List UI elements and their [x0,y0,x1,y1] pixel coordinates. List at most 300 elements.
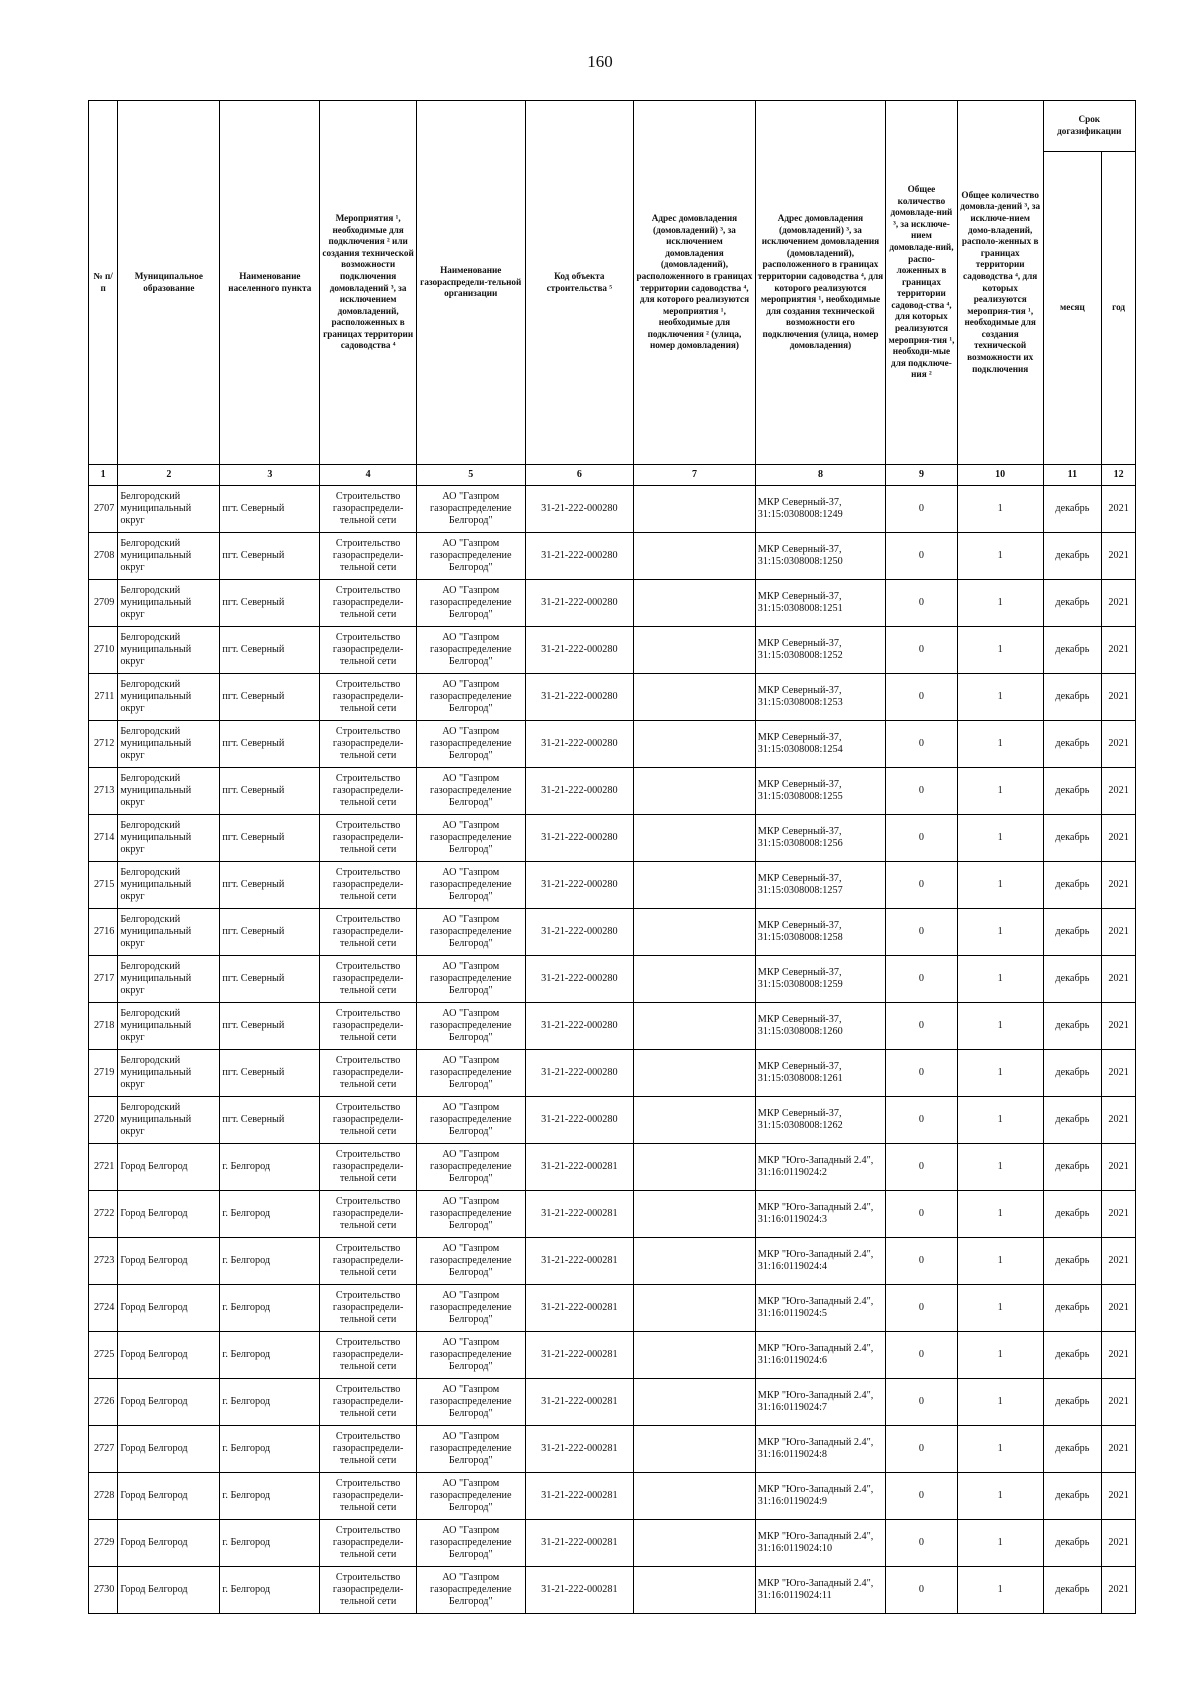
row-number: 2727 [89,1426,118,1473]
table-row [89,721,1136,768]
settlement-cell: пгт. Северный [220,1003,320,1050]
year-cell: 2021 [1102,1144,1136,1191]
measure-cell: Строительство газораспредели-тельной сети [320,533,417,580]
table-row [89,1473,1136,1520]
measure-cell: Строительство газораспредели-тельной сети [320,1285,417,1332]
row-number: 2716 [89,909,118,956]
measure-cell: Строительство газораспредели-тельной сети [320,768,417,815]
address-technical-cell: МКР "Юго-Западный 2.4", 31:16:0119024:5 [755,1285,885,1332]
address-connection-cell [634,1144,756,1191]
object-code-cell: 31-21-222-000281 [525,1144,634,1191]
month-cell: декабрь [1043,1144,1102,1191]
organization-cell: АО "Газпром газораспределение Белгород" [416,1191,525,1238]
count-technical-cell: 1 [957,533,1043,580]
address-technical-cell: МКР Северный-37, 31:15:0308008:1257 [755,862,885,909]
header-object-code: Код объекта строительства ⁵ [525,101,634,465]
table-row [89,674,1136,721]
header-month: месяц [1043,152,1102,465]
object-code-cell: 31-21-222-000280 [525,815,634,862]
object-code-cell: 31-21-222-000281 [525,1285,634,1332]
measure-cell: Строительство газораспредели-тельной сети [320,1520,417,1567]
object-code-cell: 31-21-222-000281 [525,1567,634,1614]
measure-cell: Строительство газораспредели-тельной сети [320,674,417,721]
year-cell: 2021 [1102,1097,1136,1144]
header-gas-organization: Наименование газораспредели-тельной организации [416,101,525,465]
row-number: 2717 [89,956,118,1003]
year-cell: 2021 [1102,862,1136,909]
settlement-cell: г. Белгород [220,1473,320,1520]
settlement-cell: пгт. Северный [220,1097,320,1144]
settlement-cell: пгт. Северный [220,674,320,721]
month-cell: декабрь [1043,1097,1102,1144]
address-technical-cell: МКР Северный-37, 31:15:0308008:1253 [755,674,885,721]
count-technical-cell: 1 [957,1144,1043,1191]
municipality-cell: Белгородский муниципальный округ [118,1050,220,1097]
organization-cell: АО "Газпром газораспределение Белгород" [416,815,525,862]
count-technical-cell: 1 [957,1285,1043,1332]
column-number: 5 [416,465,525,486]
object-code-cell: 31-21-222-000280 [525,533,634,580]
organization-cell: АО "Газпром газораспределение Белгород" [416,862,525,909]
address-connection-cell [634,1520,756,1567]
count-technical-cell: 1 [957,1191,1043,1238]
month-cell: декабрь [1043,580,1102,627]
municipality-cell: Город Белгород [118,1567,220,1614]
address-technical-cell: МКР "Юго-Западный 2.4", 31:16:0119024:8 [755,1426,885,1473]
address-technical-cell: МКР Северный-37, 31:15:0308008:1258 [755,909,885,956]
address-technical-cell: МКР Северный-37, 31:15:0308008:1262 [755,1097,885,1144]
measure-cell: Строительство газораспредели-тельной сети [320,909,417,956]
address-connection-cell [634,1191,756,1238]
address-technical-cell: МКР Северный-37, 31:15:0308008:1260 [755,1003,885,1050]
year-cell: 2021 [1102,1332,1136,1379]
row-number: 2729 [89,1520,118,1567]
address-connection-cell [634,580,756,627]
address-technical-cell: МКР "Юго-Западный 2.4", 31:16:0119024:10 [755,1520,885,1567]
count-connection-cell: 0 [886,486,958,533]
table-row [89,1191,1136,1238]
settlement-cell: г. Белгород [220,1191,320,1238]
measure-cell: Строительство газораспредели-тельной сети [320,1050,417,1097]
month-cell: декабрь [1043,1567,1102,1614]
row-number: 2723 [89,1238,118,1285]
address-technical-cell: МКР Северный-37, 31:15:0308008:1259 [755,956,885,1003]
municipality-cell: Белгородский муниципальный округ [118,956,220,1003]
count-technical-cell: 1 [957,815,1043,862]
column-number: 9 [886,465,958,486]
address-connection-cell [634,1003,756,1050]
settlement-cell: г. Белгород [220,1332,320,1379]
settlement-cell: пгт. Северный [220,815,320,862]
count-technical-cell: 1 [957,1097,1043,1144]
year-cell: 2021 [1102,1285,1136,1332]
measure-cell: Строительство газораспредели-тельной сети [320,1473,417,1520]
measure-cell: Строительство газораспредели-тельной сети [320,1144,417,1191]
measure-cell: Строительство газораспредели-тельной сети [320,956,417,1003]
count-connection-cell: 0 [886,1520,958,1567]
organization-cell: АО "Газпром газораспределение Белгород" [416,721,525,768]
month-cell: декабрь [1043,1520,1102,1567]
object-code-cell: 31-21-222-000281 [525,1379,634,1426]
header-measures: Мероприятия ¹, необходимые для подключения ² или создания технической возможности подключения домовладений ³, за исключением домовладений, расположенных в границах территории садоводства ⁴ [320,101,417,465]
organization-cell: АО "Газпром газораспределение Белгород" [416,627,525,674]
year-cell: 2021 [1102,1050,1136,1097]
municipality-cell: Город Белгород [118,1426,220,1473]
count-connection-cell: 0 [886,862,958,909]
address-technical-cell: МКР Северный-37, 31:15:0308008:1251 [755,580,885,627]
header-settlement: Наименование населенного пункта [220,101,320,465]
settlement-cell: пгт. Северный [220,580,320,627]
address-connection-cell [634,486,756,533]
column-number: 11 [1043,465,1102,486]
object-code-cell: 31-21-222-000280 [525,1050,634,1097]
year-cell: 2021 [1102,533,1136,580]
count-technical-cell: 1 [957,1238,1043,1285]
municipality-cell: Белгородский муниципальный округ [118,486,220,533]
municipality-cell: Белгородский муниципальный округ [118,862,220,909]
month-cell: декабрь [1043,1238,1102,1285]
address-connection-cell [634,1238,756,1285]
table-row [89,956,1136,1003]
year-cell: 2021 [1102,1520,1136,1567]
month-cell: декабрь [1043,533,1102,580]
count-connection-cell: 0 [886,674,958,721]
year-cell: 2021 [1102,909,1136,956]
table-row [89,1520,1136,1567]
header-address-technical: Адрес домовладения (домовладений) ³, за исключением домовладения (домовладений), расположенного в границах территории садоводства ⁴, для которого реализуются мероприятия ¹, необходимые для создания технической возможности его подключения (улица, номер домовладения) [755,101,885,465]
count-connection-cell: 0 [886,1191,958,1238]
address-technical-cell: МКР "Юго-Западный 2.4", 31:16:0119024:4 [755,1238,885,1285]
address-technical-cell: МКР "Юго-Западный 2.4", 31:16:0119024:7 [755,1379,885,1426]
row-number: 2730 [89,1567,118,1614]
organization-cell: АО "Газпром газораспределение Белгород" [416,580,525,627]
object-code-cell: 31-21-222-000281 [525,1520,634,1567]
table-row [89,533,1136,580]
row-number: 2725 [89,1332,118,1379]
measure-cell: Строительство газораспредели-тельной сети [320,1238,417,1285]
settlement-cell: пгт. Северный [220,533,320,580]
municipality-cell: Город Белгород [118,1332,220,1379]
address-technical-cell: МКР "Юго-Западный 2.4", 31:16:0119024:3 [755,1191,885,1238]
row-number: 2708 [89,533,118,580]
object-code-cell: 31-21-222-000280 [525,768,634,815]
count-connection-cell: 0 [886,768,958,815]
measure-cell: Строительство газораспредели-тельной сети [320,627,417,674]
count-connection-cell: 0 [886,580,958,627]
table-row [89,1144,1136,1191]
count-technical-cell: 1 [957,1050,1043,1097]
municipality-cell: Город Белгород [118,1191,220,1238]
table-row [89,909,1136,956]
month-cell: декабрь [1043,674,1102,721]
row-number: 2711 [89,674,118,721]
address-connection-cell [634,862,756,909]
address-connection-cell [634,1097,756,1144]
count-technical-cell: 1 [957,674,1043,721]
count-technical-cell: 1 [957,1473,1043,1520]
organization-cell: АО "Газпром газораспределение Белгород" [416,533,525,580]
count-connection-cell: 0 [886,815,958,862]
settlement-cell: пгт. Северный [220,486,320,533]
count-connection-cell: 0 [886,627,958,674]
organization-cell: АО "Газпром газораспределение Белгород" [416,1050,525,1097]
object-code-cell: 31-21-222-000280 [525,1097,634,1144]
settlement-cell: пгт. Северный [220,862,320,909]
column-number: 7 [634,465,756,486]
settlement-cell: г. Белгород [220,1520,320,1567]
object-code-cell: 31-21-222-000281 [525,1332,634,1379]
count-technical-cell: 1 [957,1003,1043,1050]
address-technical-cell: МКР "Юго-Западный 2.4", 31:16:0119024:11 [755,1567,885,1614]
settlement-cell: г. Белгород [220,1285,320,1332]
municipality-cell: Белгородский муниципальный округ [118,1003,220,1050]
count-connection-cell: 0 [886,721,958,768]
month-cell: декабрь [1043,486,1102,533]
address-technical-cell: МКР Северный-37, 31:15:0308008:1255 [755,768,885,815]
month-cell: декабрь [1043,1285,1102,1332]
column-number: 2 [118,465,220,486]
row-number: 2710 [89,627,118,674]
object-code-cell: 31-21-222-000280 [525,909,634,956]
count-technical-cell: 1 [957,909,1043,956]
organization-cell: АО "Газпром газораспределение Белгород" [416,1238,525,1285]
table-row [89,1332,1136,1379]
object-code-cell: 31-21-222-000280 [525,862,634,909]
row-number: 2720 [89,1097,118,1144]
settlement-cell: г. Белгород [220,1144,320,1191]
gasification-table [88,100,1136,1614]
count-technical-cell: 1 [957,768,1043,815]
row-number: 2726 [89,1379,118,1426]
month-cell: декабрь [1043,721,1102,768]
organization-cell: АО "Газпром газораспределение Белгород" [416,1097,525,1144]
object-code-cell: 31-21-222-000280 [525,627,634,674]
row-number: 2719 [89,1050,118,1097]
row-number: 2707 [89,486,118,533]
settlement-cell: пгт. Северный [220,956,320,1003]
organization-cell: АО "Газпром газораспределение Белгород" [416,956,525,1003]
settlement-cell: пгт. Северный [220,721,320,768]
count-connection-cell: 0 [886,1426,958,1473]
settlement-cell: пгт. Северный [220,627,320,674]
count-connection-cell: 0 [886,956,958,1003]
settlement-cell: г. Белгород [220,1567,320,1614]
address-technical-cell: МКР Северный-37, 31:15:0308008:1254 [755,721,885,768]
count-technical-cell: 1 [957,956,1043,1003]
count-connection-cell: 0 [886,1473,958,1520]
organization-cell: АО "Газпром газораспределение Белгород" [416,909,525,956]
month-cell: декабрь [1043,1332,1102,1379]
address-connection-cell [634,1426,756,1473]
municipality-cell: Город Белгород [118,1238,220,1285]
organization-cell: АО "Газпром газораспределение Белгород" [416,1520,525,1567]
address-connection-cell [634,721,756,768]
year-cell: 2021 [1102,580,1136,627]
count-connection-cell: 0 [886,1567,958,1614]
settlement-cell: г. Белгород [220,1379,320,1426]
object-code-cell: 31-21-222-000281 [525,1473,634,1520]
measure-cell: Строительство газораспредели-тельной сети [320,1567,417,1614]
count-technical-cell: 1 [957,580,1043,627]
measure-cell: Строительство газораспредели-тельной сети [320,1003,417,1050]
year-cell: 2021 [1102,486,1136,533]
address-connection-cell [634,909,756,956]
measure-cell: Строительство газораспредели-тельной сети [320,580,417,627]
municipality-cell: Белгородский муниципальный округ [118,909,220,956]
municipality-cell: Белгородский муниципальный округ [118,627,220,674]
row-number: 2713 [89,768,118,815]
address-technical-cell: МКР Северный-37, 31:15:0308008:1261 [755,1050,885,1097]
address-connection-cell [634,768,756,815]
month-cell: декабрь [1043,1050,1102,1097]
count-technical-cell: 1 [957,1332,1043,1379]
organization-cell: АО "Газпром газораспределение Белгород" [416,1379,525,1426]
object-code-cell: 31-21-222-000281 [525,1426,634,1473]
measure-cell: Строительство газораспредели-тельной сети [320,1097,417,1144]
month-cell: декабрь [1043,909,1102,956]
municipality-cell: Город Белгород [118,1379,220,1426]
row-number: 2715 [89,862,118,909]
organization-cell: АО "Газпром газораспределение Белгород" [416,768,525,815]
year-cell: 2021 [1102,956,1136,1003]
municipality-cell: Белгородский муниципальный округ [118,1097,220,1144]
month-cell: декабрь [1043,1003,1102,1050]
row-number: 2724 [89,1285,118,1332]
address-connection-cell [634,1050,756,1097]
object-code-cell: 31-21-222-000281 [525,1238,634,1285]
table-row [89,580,1136,627]
year-cell: 2021 [1102,1473,1136,1520]
settlement-cell: г. Белгород [220,1426,320,1473]
month-cell: декабрь [1043,862,1102,909]
municipality-cell: Город Белгород [118,1144,220,1191]
column-number: 3 [220,465,320,486]
row-number: 2712 [89,721,118,768]
column-number: 6 [525,465,634,486]
count-technical-cell: 1 [957,1379,1043,1426]
month-cell: декабрь [1043,1473,1102,1520]
address-connection-cell [634,1567,756,1614]
table-row [89,1426,1136,1473]
settlement-cell: пгт. Северный [220,768,320,815]
year-cell: 2021 [1102,1426,1136,1473]
count-technical-cell: 1 [957,1567,1043,1614]
count-technical-cell: 1 [957,627,1043,674]
row-number: 2709 [89,580,118,627]
year-cell: 2021 [1102,627,1136,674]
count-technical-cell: 1 [957,1520,1043,1567]
header-year: год [1102,152,1136,465]
count-technical-cell: 1 [957,486,1043,533]
month-cell: декабрь [1043,1426,1102,1473]
count-connection-cell: 0 [886,1050,958,1097]
organization-cell: АО "Газпром газораспределение Белгород" [416,486,525,533]
address-technical-cell: МКР "Юго-Западный 2.4", 31:16:0119024:6 [755,1332,885,1379]
column-number: 4 [320,465,417,486]
table-row [89,1285,1136,1332]
address-technical-cell: МКР Северный-37, 31:15:0308008:1249 [755,486,885,533]
table-row [89,1379,1136,1426]
organization-cell: АО "Газпром газораспределение Белгород" [416,1567,525,1614]
address-connection-cell [634,674,756,721]
address-technical-cell: МКР "Юго-Западный 2.4", 31:16:0119024:2 [755,1144,885,1191]
count-connection-cell: 0 [886,1238,958,1285]
organization-cell: АО "Газпром газораспределение Белгород" [416,1285,525,1332]
year-cell: 2021 [1102,768,1136,815]
row-number: 2728 [89,1473,118,1520]
address-connection-cell [634,1379,756,1426]
organization-cell: АО "Газпром газораспределение Белгород" [416,1426,525,1473]
address-connection-cell [634,1473,756,1520]
year-cell: 2021 [1102,674,1136,721]
year-cell: 2021 [1102,815,1136,862]
table-row [89,815,1136,862]
year-cell: 2021 [1102,1567,1136,1614]
row-number: 2722 [89,1191,118,1238]
count-technical-cell: 1 [957,721,1043,768]
table-row [89,1003,1136,1050]
count-connection-cell: 0 [886,1003,958,1050]
organization-cell: АО "Газпром газораспределение Белгород" [416,1144,525,1191]
organization-cell: АО "Газпром газораспределение Белгород" [416,1003,525,1050]
measure-cell: Строительство газораспредели-тельной сети [320,1191,417,1238]
column-number: 8 [755,465,885,486]
municipality-cell: Белгородский муниципальный округ [118,721,220,768]
year-cell: 2021 [1102,1191,1136,1238]
municipality-cell: Город Белгород [118,1473,220,1520]
header-count-technical: Общее количество домовла-дений ³, за исключе-нием домо-владений, располо-женных в границах территории садоводства ⁴, для которых реализуются мероприя-тия ¹, необходимые для создания технической возможности их подключения [957,101,1043,465]
page-number: 160 [587,52,613,71]
table-row [89,1097,1136,1144]
organization-cell: АО "Газпром газораспределение Белгород" [416,1332,525,1379]
address-technical-cell: МКР Северный-37, 31:15:0308008:1256 [755,815,885,862]
address-technical-cell: МКР Северный-37, 31:15:0308008:1252 [755,627,885,674]
settlement-cell: пгт. Северный [220,909,320,956]
municipality-cell: Белгородский муниципальный округ [118,768,220,815]
settlement-cell: пгт. Северный [220,1050,320,1097]
count-technical-cell: 1 [957,862,1043,909]
measure-cell: Строительство газораспредели-тельной сети [320,1379,417,1426]
count-connection-cell: 0 [886,1097,958,1144]
month-cell: декабрь [1043,1379,1102,1426]
measure-cell: Строительство газораспредели-тельной сети [320,815,417,862]
header-count-connection: Общее количество домовладе-ний ³, за исключе-нием домовладе-ний, распо-ложенных в границах территории садовод-ства ⁴, для которых реализуются мероприя-тия ¹, необходи-мые для подключе-ния ² [886,101,958,465]
year-cell: 2021 [1102,1379,1136,1426]
header-address-connection: Адрес домовладения (домовладений) ³, за исключением домовладения (домовладений), расположенного в границах территории садоводства ⁴, для которого реализуются мероприятия ¹, необходимые для подключения ² (улица, номер домовладения) [634,101,756,465]
object-code-cell: 31-21-222-000280 [525,674,634,721]
month-cell: декабрь [1043,956,1102,1003]
address-connection-cell [634,956,756,1003]
year-cell: 2021 [1102,1238,1136,1285]
address-connection-cell [634,1332,756,1379]
count-connection-cell: 0 [886,1285,958,1332]
table-body [89,486,1136,1614]
header-deadline: Срок догазификации [1043,101,1135,152]
municipality-cell: Город Белгород [118,1520,220,1567]
table-row [89,768,1136,815]
table-row [89,862,1136,909]
row-number: 2714 [89,815,118,862]
count-connection-cell: 0 [886,1144,958,1191]
measure-cell: Строительство газораспредели-тельной сети [320,1332,417,1379]
address-connection-cell [634,627,756,674]
count-connection-cell: 0 [886,1379,958,1426]
municipality-cell: Белгородский муниципальный округ [118,580,220,627]
address-technical-cell: МКР "Юго-Западный 2.4", 31:16:0119024:9 [755,1473,885,1520]
header-number: № п/п [89,101,118,465]
table-row [89,1050,1136,1097]
column-number: 10 [957,465,1043,486]
